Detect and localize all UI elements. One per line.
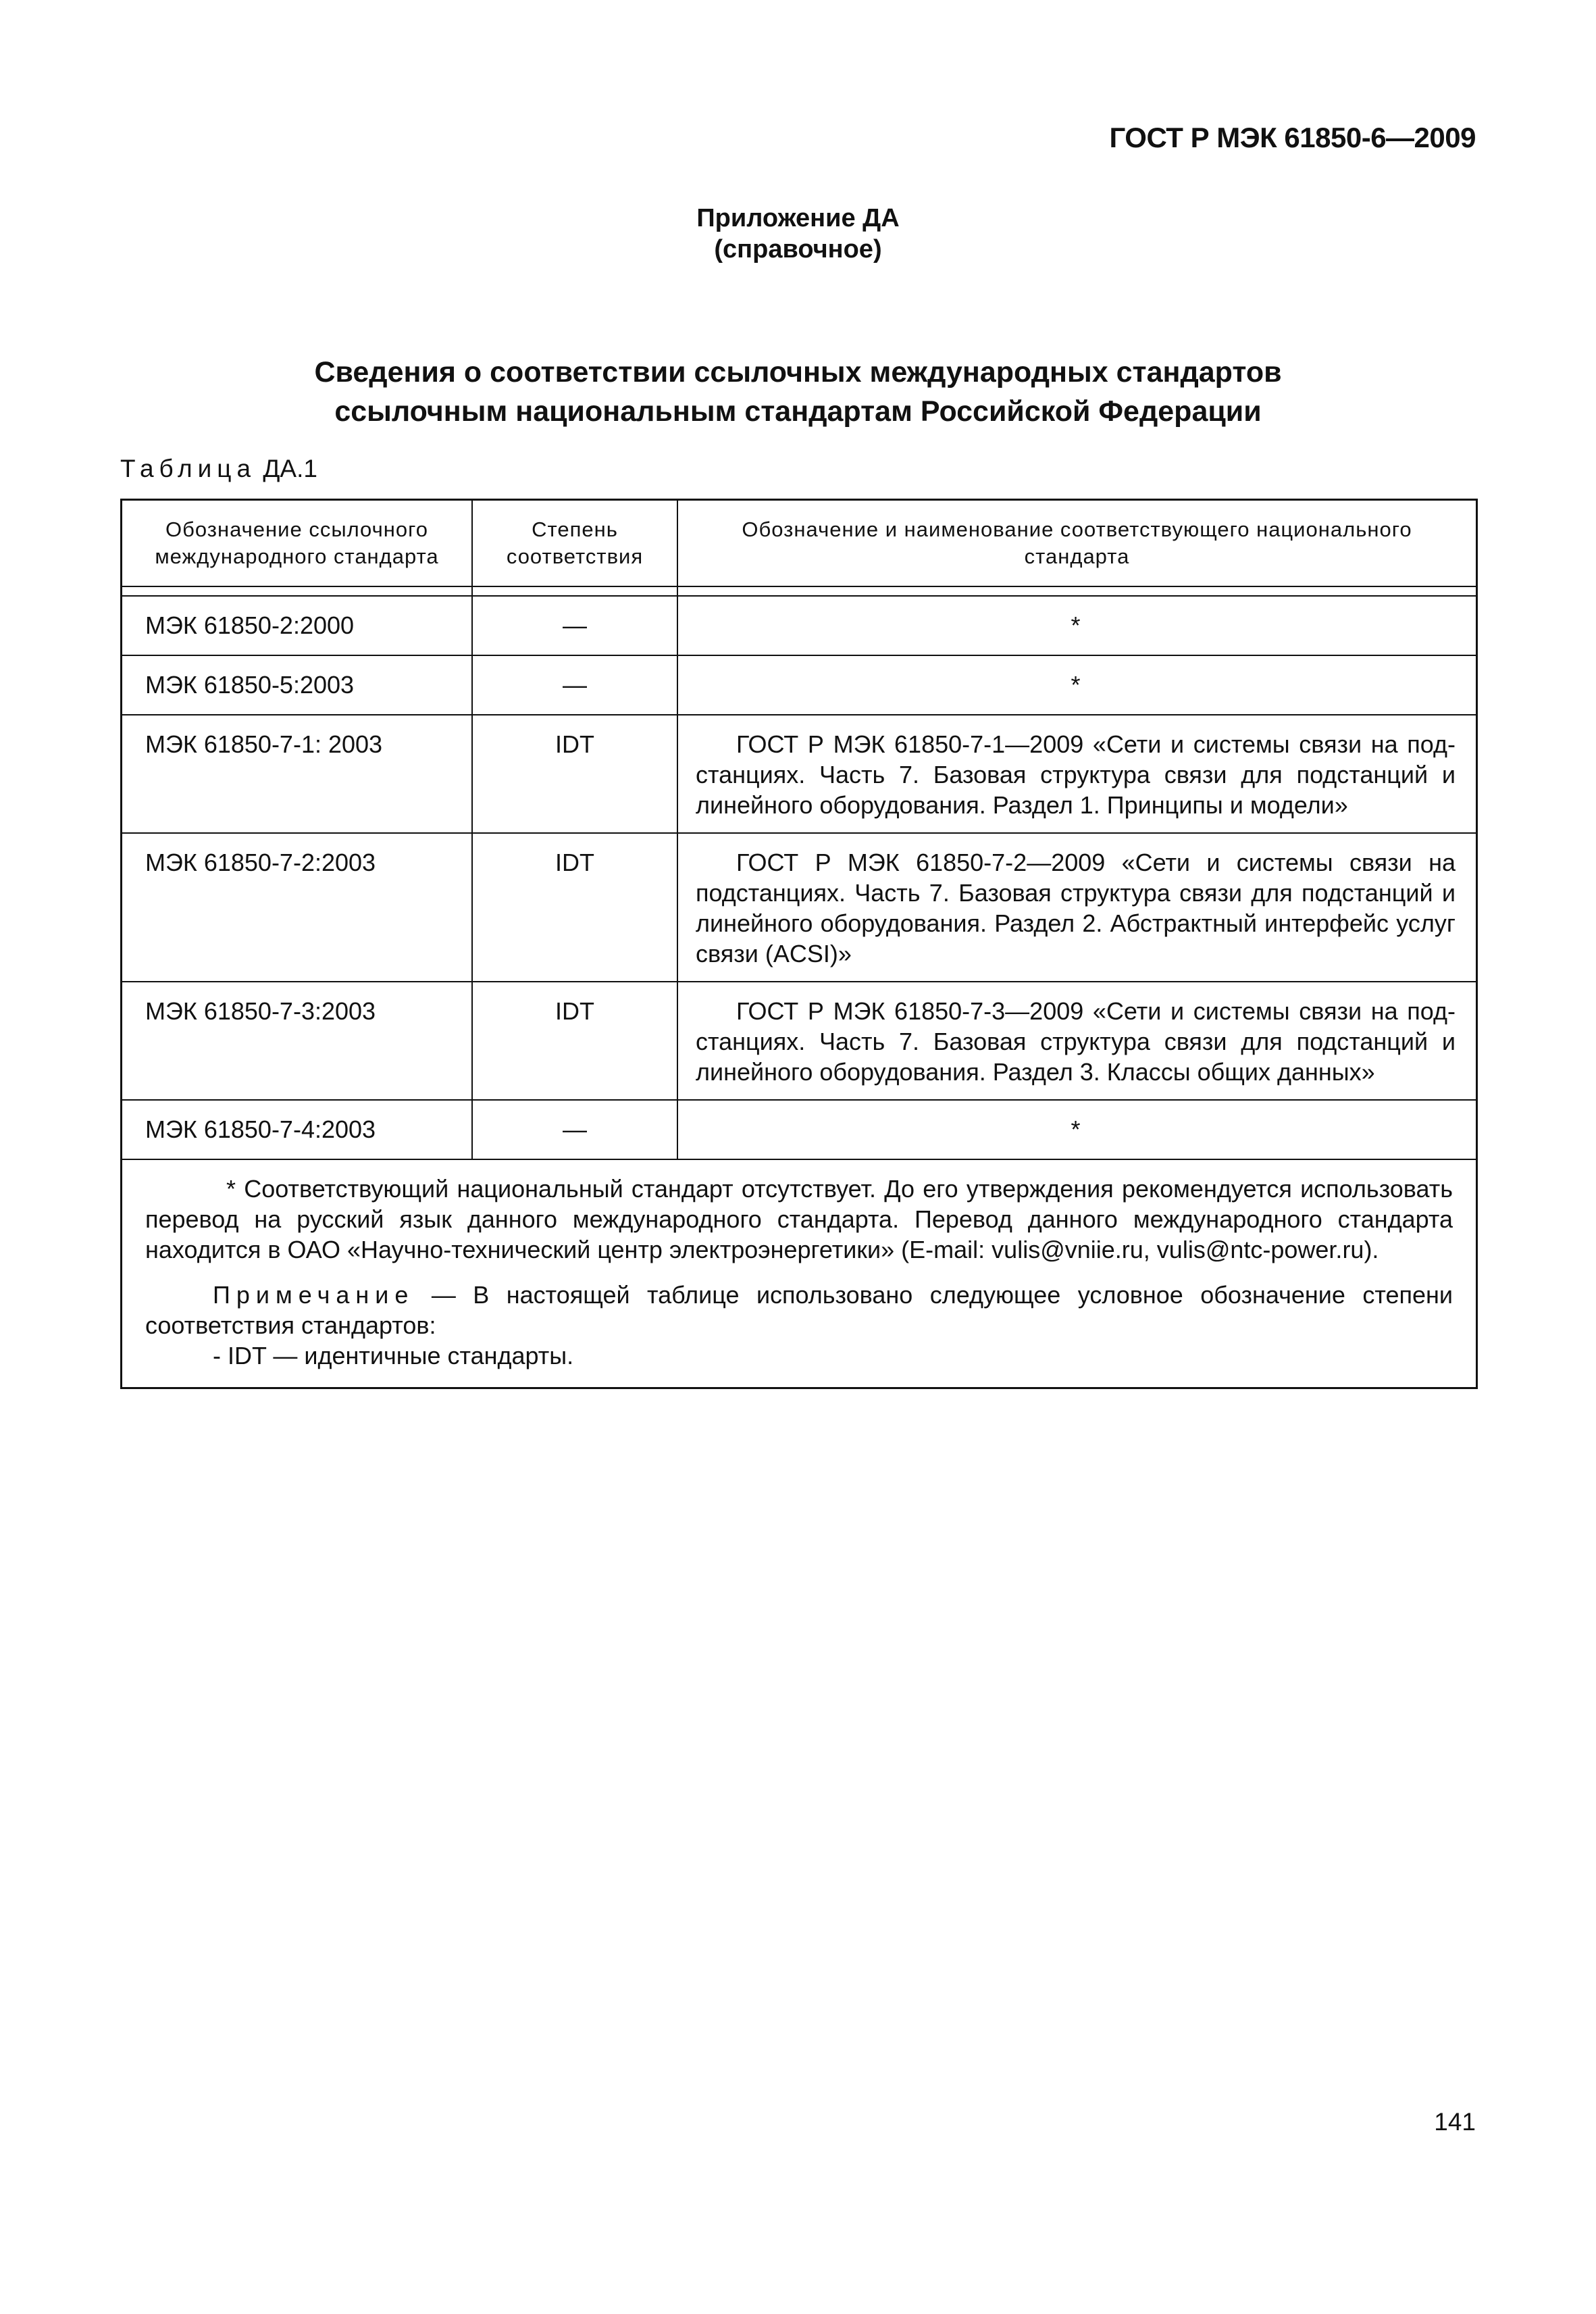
intl-standard-cell: МЭК 61850-7-3:2003 — [122, 982, 472, 1100]
header-intl-standard: Обозначение ссылочного международного стандарта — [122, 501, 472, 586]
appendix-subtitle: (справочное) — [714, 235, 882, 263]
section-title — [0, 353, 1596, 431]
section-title-line-2: ссылочным национальным стандартам Российской Федерации — [334, 395, 1262, 428]
national-standard-cell — [677, 833, 1476, 982]
note-text: — В настоящей таблице использовано следующее условное обозначение степени соответствия стандартов: — [145, 1281, 1453, 1339]
document-code: ГОСТ Р МЭК 61850-6—2009 — [1109, 122, 1476, 153]
table-row — [122, 833, 1476, 982]
degree-cell: IDT — [472, 715, 677, 833]
table-row — [122, 655, 1476, 715]
appendix-heading — [0, 203, 1596, 265]
table-row — [122, 715, 1476, 833]
national-standard-text: ГОСТ Р МЭК 61850-7-3—2009 «Сети и системы связи на под-станциях. Часть 7. Базовая структура связи для подстанций и линейного оборудования. Раздел 3. Классы общих данных» — [696, 997, 1456, 1086]
table-caption — [120, 455, 317, 483]
degree-cell: IDT — [472, 833, 677, 982]
intl-standard-cell: МЭК 61850-7-4:2003 — [122, 1100, 472, 1159]
national-standard-cell: * — [677, 596, 1476, 655]
note-item: - IDT — идентичные стандарты. — [213, 1342, 574, 1369]
header-degree: Степень соответствия — [472, 501, 677, 586]
national-standard-text: ГОСТ Р МЭК 61850-7-1—2009 «Сети и системы связи на под-станциях. Часть 7. Базовая структура связи для подстанций и линейного оборудования. Раздел 1. Принципы и модели» — [696, 730, 1456, 819]
degree-cell: — — [472, 655, 677, 715]
intl-standard-cell: МЭК 61850-7-1: 2003 — [122, 715, 472, 833]
national-standard-cell — [677, 715, 1476, 833]
table-footnote — [122, 1159, 1476, 1387]
table-caption-word: Таблица — [120, 455, 257, 482]
section-title-line-1: Сведения о соответствии ссылочных международных стандартов — [314, 356, 1282, 388]
degree-cell: — — [472, 596, 677, 655]
national-standard-cell — [677, 982, 1476, 1100]
intl-standard-cell: МЭК 61850-7-2:2003 — [122, 833, 472, 982]
table-row — [122, 596, 1476, 655]
table-footnote-row — [122, 1159, 1476, 1387]
page-number: 141 — [1434, 2108, 1476, 2136]
table-caption-id: ДА.1 — [263, 455, 317, 482]
table-header-row — [122, 501, 1476, 586]
footnote-text: * Соответствующий национальный стандарт отсутствует. До его утверждения рекомендуется использовать перевод на русский язык данного международного стандарта. Перевод данного международного стандарта находится в ОАО «Научно-технический центр электроэнергетики» (E-mail: vulis@vniie.ru, vulis@ntc-power.ru). — [145, 1175, 1453, 1263]
national-standard-cell: * — [677, 1100, 1476, 1159]
degree-cell: IDT — [472, 982, 677, 1100]
correspondence-table — [120, 499, 1478, 1389]
table-row — [122, 982, 1476, 1100]
header-national-standard: Обозначение и наименование соответствующего национального стандарта — [742, 518, 1412, 568]
note-label: Примечание — [213, 1281, 415, 1309]
appendix-title: Приложение ДА — [696, 204, 900, 232]
table-row — [122, 1100, 1476, 1159]
intl-standard-cell: МЭК 61850-5:2003 — [122, 655, 472, 715]
degree-cell: — — [472, 1100, 677, 1159]
intl-standard-cell: МЭК 61850-2:2000 — [122, 596, 472, 655]
national-standard-text: ГОСТ Р МЭК 61850-7-2—2009 «Сети и системы связи на подстанциях. Часть 7. Базовая структура связи для подстанций и линейного оборудования. Раздел 2. Абстрактный интерфейс услуг связи (ACSI)» — [696, 849, 1456, 967]
note — [145, 1280, 1453, 1340]
header-separator — [122, 586, 1476, 596]
national-standard-cell: * — [677, 655, 1476, 715]
